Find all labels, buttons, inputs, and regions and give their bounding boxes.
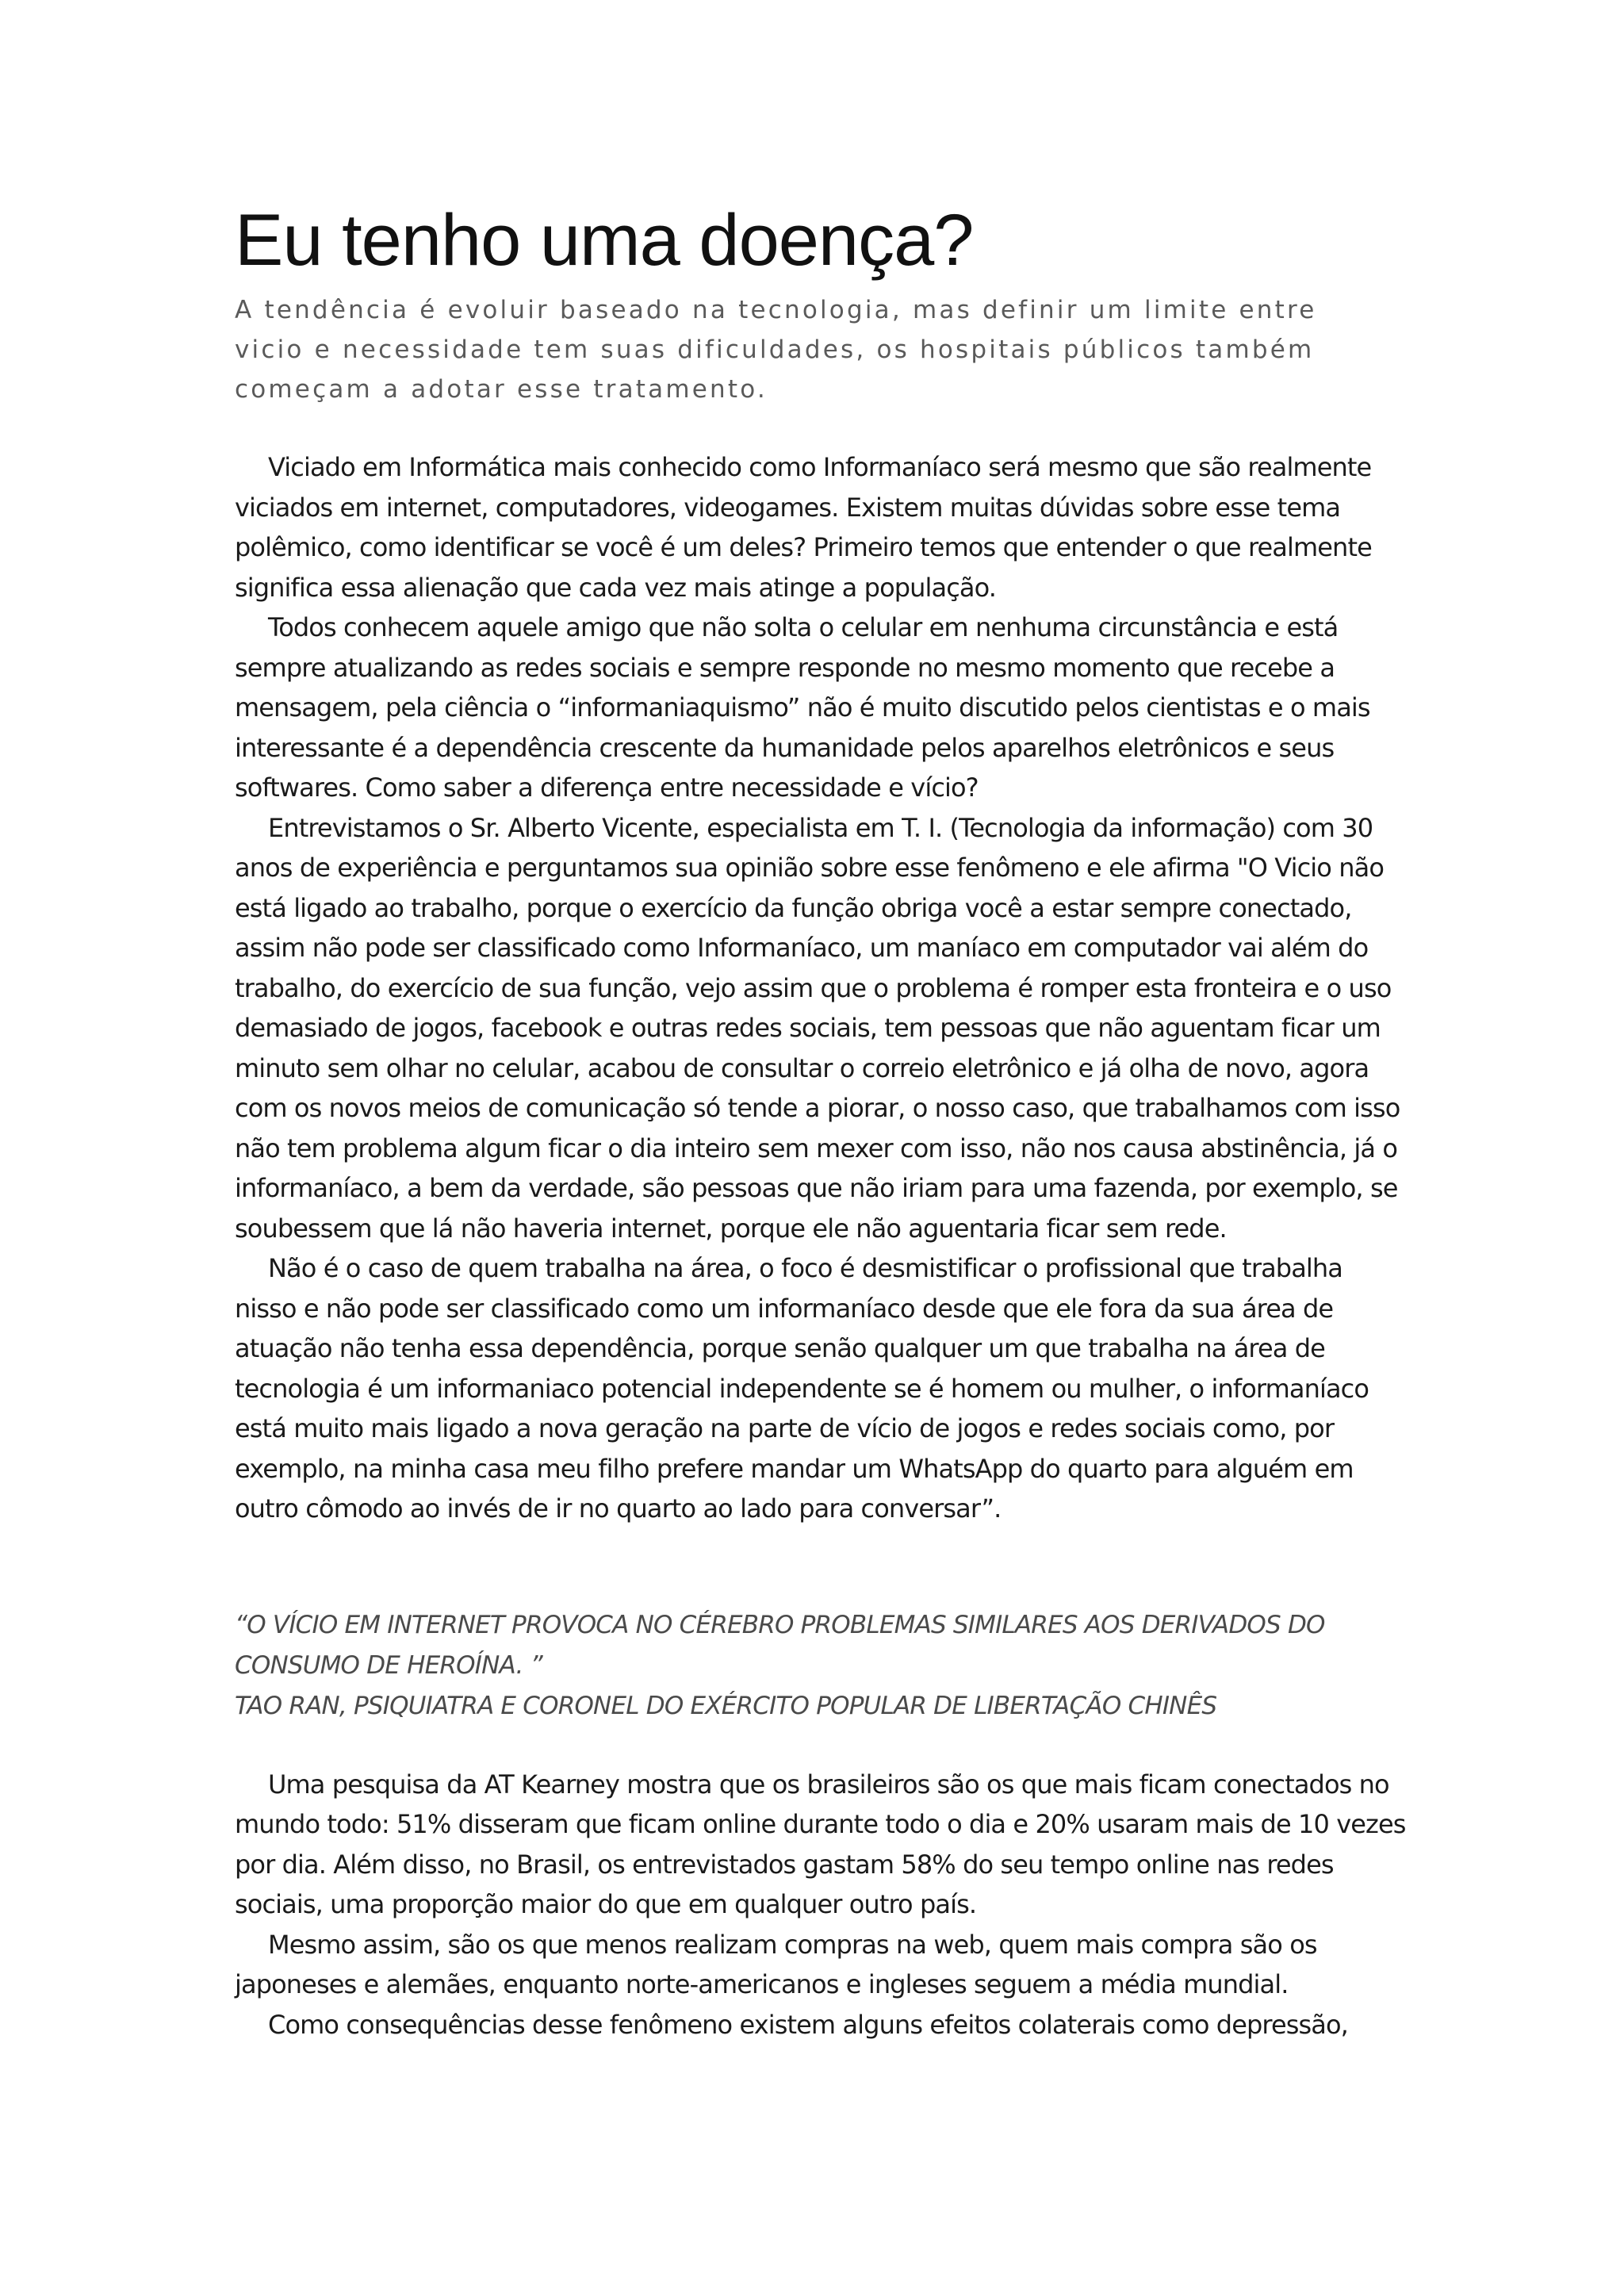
paragraph: Uma pesquisa da AT Kearney mostra que os brasileiros são os que mais ficam conectados no mundo todo: 51% disseram que ficam online durante todo o dia e 20% usaram mais de 10 vezes por dia. Além disso, no Brasil, os entrevistados gastam 58% do seu tempo online nas redes sociais, uma proporção maior do que em qualquer outro país.	[235, 1769, 1406, 1919]
pull-quote-text: “O VÍCIO EM INTERNET PROVOCA NO CÉREBRO PROBLEMAS SIMILARES AOS DERIVADOS DO CONSUMO DE HEROÍNA. ”	[235, 1610, 1325, 1680]
paragraph: Como consequências desse fenômeno existem alguns efeitos colaterais como depressão,	[268, 2009, 1348, 2040]
paragraph: Não é o caso de quem trabalha na área, o foco é desmistificar o profissional que trabalha nisso e não pode ser classificado como um informaníaco desde que ele fora da sua área de atuação não tenha essa dependência, porque senão qualquer um que trabalha na área de tecnologia é um informaniaco potencial independente se é homem ou mulher, o informaníaco está muito mais ligado a nova geração na parte de vício de jogos e redes sociais como, por exemplo, na minha casa meu filho prefere mandar um WhatsApp do quarto para alguém em outro cômodo ao invés de ir no quarto ao lado para conversar”.	[235, 1253, 1369, 1524]
article	[235, 197, 1408, 2045]
paragraph: Mesmo assim, são os que menos realizam compras na web, quem mais compra são os japoneses e alemães, enquanto norte-americanos e ingleses seguem a média mundial.	[235, 1929, 1317, 1999]
paragraph: Entrevistamos o Sr. Alberto Vicente, especialista em T. I. (Tecnologia da informação) com 30 anos de experiência e perguntamos sua opinião sobre esse fenômeno e ele afirma "O Vicio não está ligado ao trabalho, porque o exercício da função obriga você a estar sempre conectado, assim não pode ser classificado como Informaníaco, um maníaco em computador vai além do trabalho, do exercício de sua função, vejo assim que o problema é romper esta fronteira e o uso demasiado de jogos, facebook e outras redes sociais, tem pessoas que não aguentam ficar um minuto sem olhar no celular, acabou de consultar o correio eletrônico e já olha de novo, agora com os novos meios de comunicação só tende a piorar, o nosso caso, que trabalhamos com isso não tem problema algum ficar o dia inteiro sem mexer com isso, não nos causa abstinência, já o informaníaco, a bem da verdade, são pessoas que não iriam para uma fazenda, por exemplo, se soubessem que lá não haveria internet, porque ele não aguentaria ficar sem rede.	[235, 812, 1400, 1244]
paragraph: Viciado em Informática mais conhecido como Informaníaco será mesmo que são realmente viciados em internet, computadores, videogames. Existem muitas dúvidas sobre esse tema polêmico, como identificar se você é um deles? Primeiro temos que entender o que realmente significa essa alienação que cada vez mais atinge a população.	[235, 452, 1372, 603]
pull-quote-attribution: TAO RAN, PSIQUIATRA E CORONEL DO EXÉRCITO POPULAR DE LIBERTAÇÃO CHINÊS	[235, 1691, 1217, 1720]
pull-quote	[235, 1605, 1408, 1727]
article-body	[235, 447, 1408, 1529]
paragraph: Todos conhecem aquele amigo que não solta o celular em nenhuma circunstância e está sempre atualizando as redes sociais e sempre responde no mesmo momento que recebe a mensagem, pela ciência o “informaniaquismo” não é muito discutido pelos cientistas e o mais interessante é a dependência crescente da humanidade pelos aparelhos eletrônicos e seus softwares. Como saber a diferença entre necessidade e vício?	[235, 612, 1370, 803]
article-body-continued	[235, 1765, 1408, 2045]
article-subtitle: A tendência é evoluir baseado na tecnologia, mas definir um limite entre vicio e necessidade tem suas dificuldades, os hospitais públicos também começam a adotar esse tratamento.	[235, 296, 1317, 404]
article-title: Eu tenho uma doença?	[235, 200, 974, 281]
